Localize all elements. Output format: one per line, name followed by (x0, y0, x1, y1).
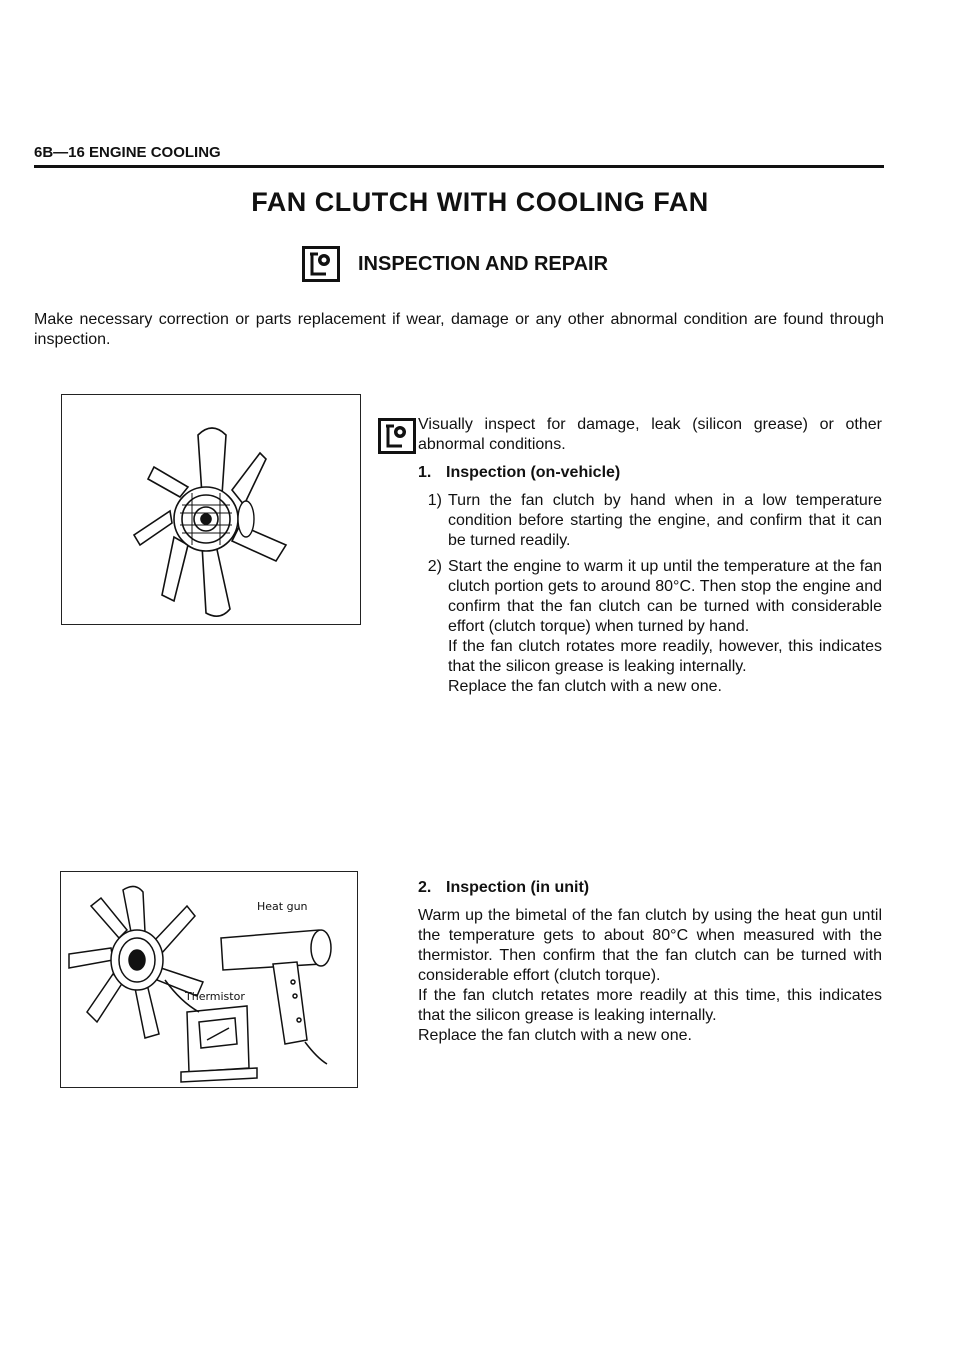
subtitle-block (302, 246, 608, 282)
intro-paragraph: Make necessary correction or parts replacement if wear, damage or any other abnormal condition are found through inspection. (34, 311, 884, 348)
heat-gun-illustration (61, 872, 357, 1087)
header-rule (34, 165, 884, 168)
label-thermistor: Thermistor (185, 990, 245, 1003)
section1-lead: Visually inspect for damage, leak (silicon grease) or other abnormal conditions. (418, 416, 882, 453)
list-item-number: 2) (427, 558, 442, 575)
list-item (418, 491, 882, 551)
section1-heading-number: 1. (418, 464, 432, 481)
heat-gun-figure (60, 871, 358, 1088)
page-title: FAN CLUTCH WITH COOLING FAN (251, 187, 709, 217)
list-item-number: 1) (427, 492, 442, 509)
section2-heading-text: Inspection (in unit) (446, 879, 590, 896)
section-on-vehicle (418, 415, 882, 697)
page-header: 6B—16 ENGINE COOLING (34, 144, 221, 161)
list-item (418, 557, 882, 697)
subtitle: INSPECTION AND REPAIR (358, 252, 609, 275)
section2-note-leak: If the fan clutch retates more readily at this time, this indicates that the silicon grease is leaking internally. (418, 987, 882, 1024)
section2-note-replace: Replace the fan clutch with a new one. (418, 1027, 692, 1044)
section1-heading-text: Inspection (on-vehicle) (446, 464, 621, 481)
section2-heading-number: 2. (418, 879, 432, 896)
fan-clutch-figure (61, 394, 361, 625)
list-item-text: Start the engine to warm it up until the temperature at the fan clutch portion gets to around 80°C. Then stop the engine and confirm that the fan clutch can be turned with considerable effort (clutch torque) when turned by hand. (448, 558, 882, 635)
section1-note-replace: Replace the fan clutch with a new one. (448, 678, 722, 695)
section2-body: Warm up the bimetal of the fan clutch by using the heat gun until the temperature gets to about 80°C when measured with the thermistor. Then confirm that the fan clutch can be turned with considerable effort (clutch torque). (418, 907, 882, 984)
list-item-text: Turn the fan clutch by hand when in a low temperature condition before starting the engine, and confirm that it can be turned readily. (448, 492, 882, 549)
section-in-unit (418, 870, 882, 1046)
inspection-icon (378, 418, 416, 454)
section1-heading (418, 463, 882, 483)
fan-illustration (62, 395, 360, 624)
inspection-icon (302, 246, 340, 282)
section2-heading (418, 878, 882, 898)
label-heat-gun: Heat gun (257, 900, 308, 913)
section1-note-leak: If the fan clutch rotates more readily, however, this indicates that the silicon grease is leaking internally. (448, 638, 882, 675)
